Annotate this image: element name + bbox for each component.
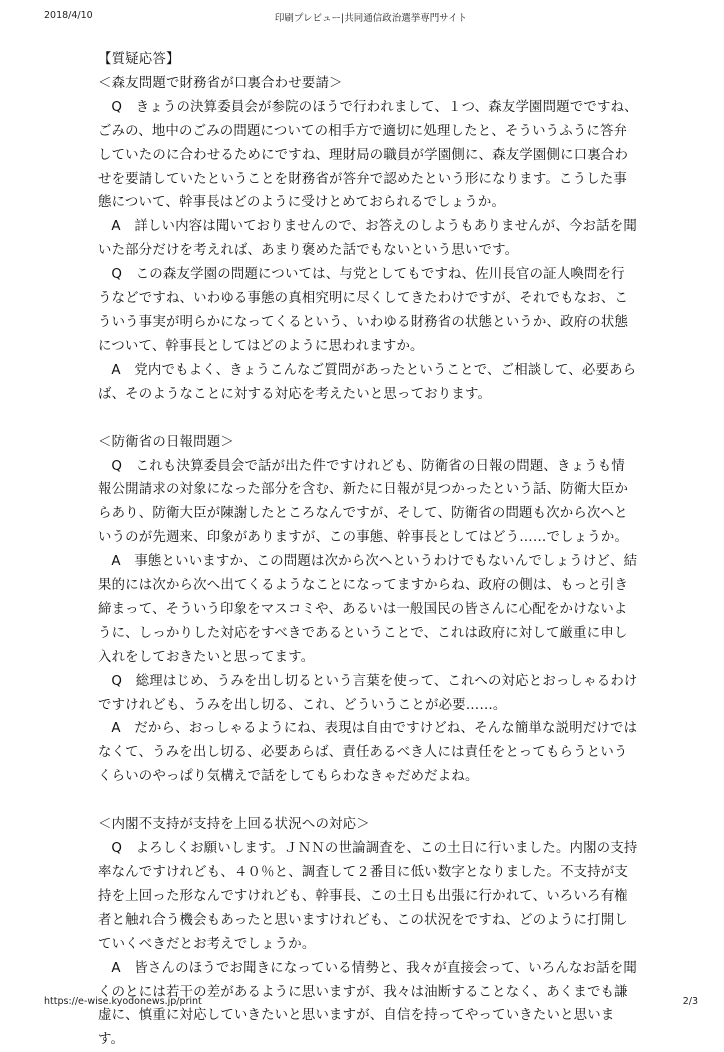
print-date: 2018/4/10	[44, 10, 93, 21]
section-title-defense-logs: ＜防衛省の日報問題＞	[98, 434, 234, 450]
qa-paragraph: Q 総理はじめ、うみを出し切るという言葉を使って、これへの対応とおっしゃるわけですけれども、うみを出し切る、これ、どういうことが必要……。	[98, 673, 638, 713]
qa-paragraph: Q きょうの決算委員会が参院のほうで行われまして、１つ、森友学園問題でですね、ごみの、地中のごみの問題についての相手方で適切に処理したと、そういうふうに答弁していたのに合わせるためにですね、理財局の職員が学園側に、森友学園側に口裏合わせを要請していたということを財務省が答弁で認めたという形になります。こうした事態について、幹事長はどのように受けとめておられるでしょうか。	[98, 99, 638, 211]
section-gap	[98, 407, 638, 431]
qa-heading: 【質疑応答】	[98, 52, 180, 67]
print-footer	[44, 996, 698, 1010]
qa-paragraph: A 詳しい内容は聞いておりませんので、お答えのしようもありませんが、今お話を聞いた部分だけを考えれば、あまり褒めた話でもないという思いです。	[98, 219, 637, 259]
section-title-moritomo: ＜森友問題で財務省が口裏合わせ要請＞	[98, 75, 343, 91]
print-header	[44, 10, 698, 24]
section-title-cabinet-support: ＜内閣不支持が支持を上回る状況への対応＞	[98, 817, 370, 833]
qa-paragraph: A 党内でもよく、きょうこんなご質問があったということで、ご相談して、必要あらば、そのようなことに対する対応を考えたいと思っております。	[98, 362, 637, 402]
qa-paragraph: A 皆さんのほうでお聞きになっている情勢と、我々が直接会って、いろんなお話を聞くのとには若干の差があるように思いますが、我々は油断することなく、あくまでも謙虚に、慎重に対応していきたいと思いますが、自信を持ってやっていきたいと思います。	[98, 960, 637, 1048]
document-body	[98, 48, 638, 1052]
page-number: 2/3	[682, 996, 698, 1007]
print-url: https://e-wise.kyodonews.jp/print	[44, 996, 202, 1007]
qa-paragraph: A だから、おっしゃるようにね、表現は自由ですけどね、そんな簡単な説明だけではなくて、うみを出し切る、必要あらば、責任あるべき人には責任をとってもらうというくらいのやっぱり気構えで話をしてもらわなきゃだめだよね。	[98, 721, 638, 785]
qa-paragraph: Q よろしくお願いします。ＪＮＮの世論調査を、この土日に行いました。内閣の支持率なんですけれども、４０％と、調査して２番目に低い数字となりました。不支持が支持を上回った形なんですけれども、幹事長、この土日も出張に行かれて、いろいろ有権者と触れ合う機会もあったと思いますけれども、この状況をですね、どのように打開していくべきだとお考えでしょうか。	[98, 841, 638, 952]
section-gap	[98, 789, 638, 813]
qa-paragraph: A 事態といいますか、この問題は次から次へというわけでもないんでしょうけど、結果的には次から次へ出てくるようなことになってますからね、政府の側は、もっと引き締まって、そういう印象をマスコミや、あるいは一般国民の皆さんに心配をかけないように、しっかりした対応をすべきであるということで、これは政府に対して厳重に申し入れをしておきたいと思ってます。	[98, 554, 638, 665]
qa-paragraph: Q これも決算委員会で話が出た件ですけれども、防衛省の日報の問題、きょうも情報公開請求の対象になった部分を含む、新たに日報が見つかったという話、防衛大臣からあり、防衛大臣が陳謝したところなんですが、そして、防衛省の問題も次から次へというのが先週来、印象がありますが、この事態、幹事長としてはどう……でしょうか。	[98, 458, 629, 546]
print-page-title: 印刷プレビュー|共同通信政治選挙専門サイト	[274, 13, 468, 24]
qa-paragraph: Q この森友学園の問題については、与党としてもですね、佐川長官の証人喚問を行うなどですね、いわゆる事態の真相究明に尽くしてきたわけですが、それでもなお、こういう事実が明らかになってくるという、いわゆる財務省の状態というか、政府の状態について、幹事長としてはどのように思われますか。	[98, 267, 629, 354]
